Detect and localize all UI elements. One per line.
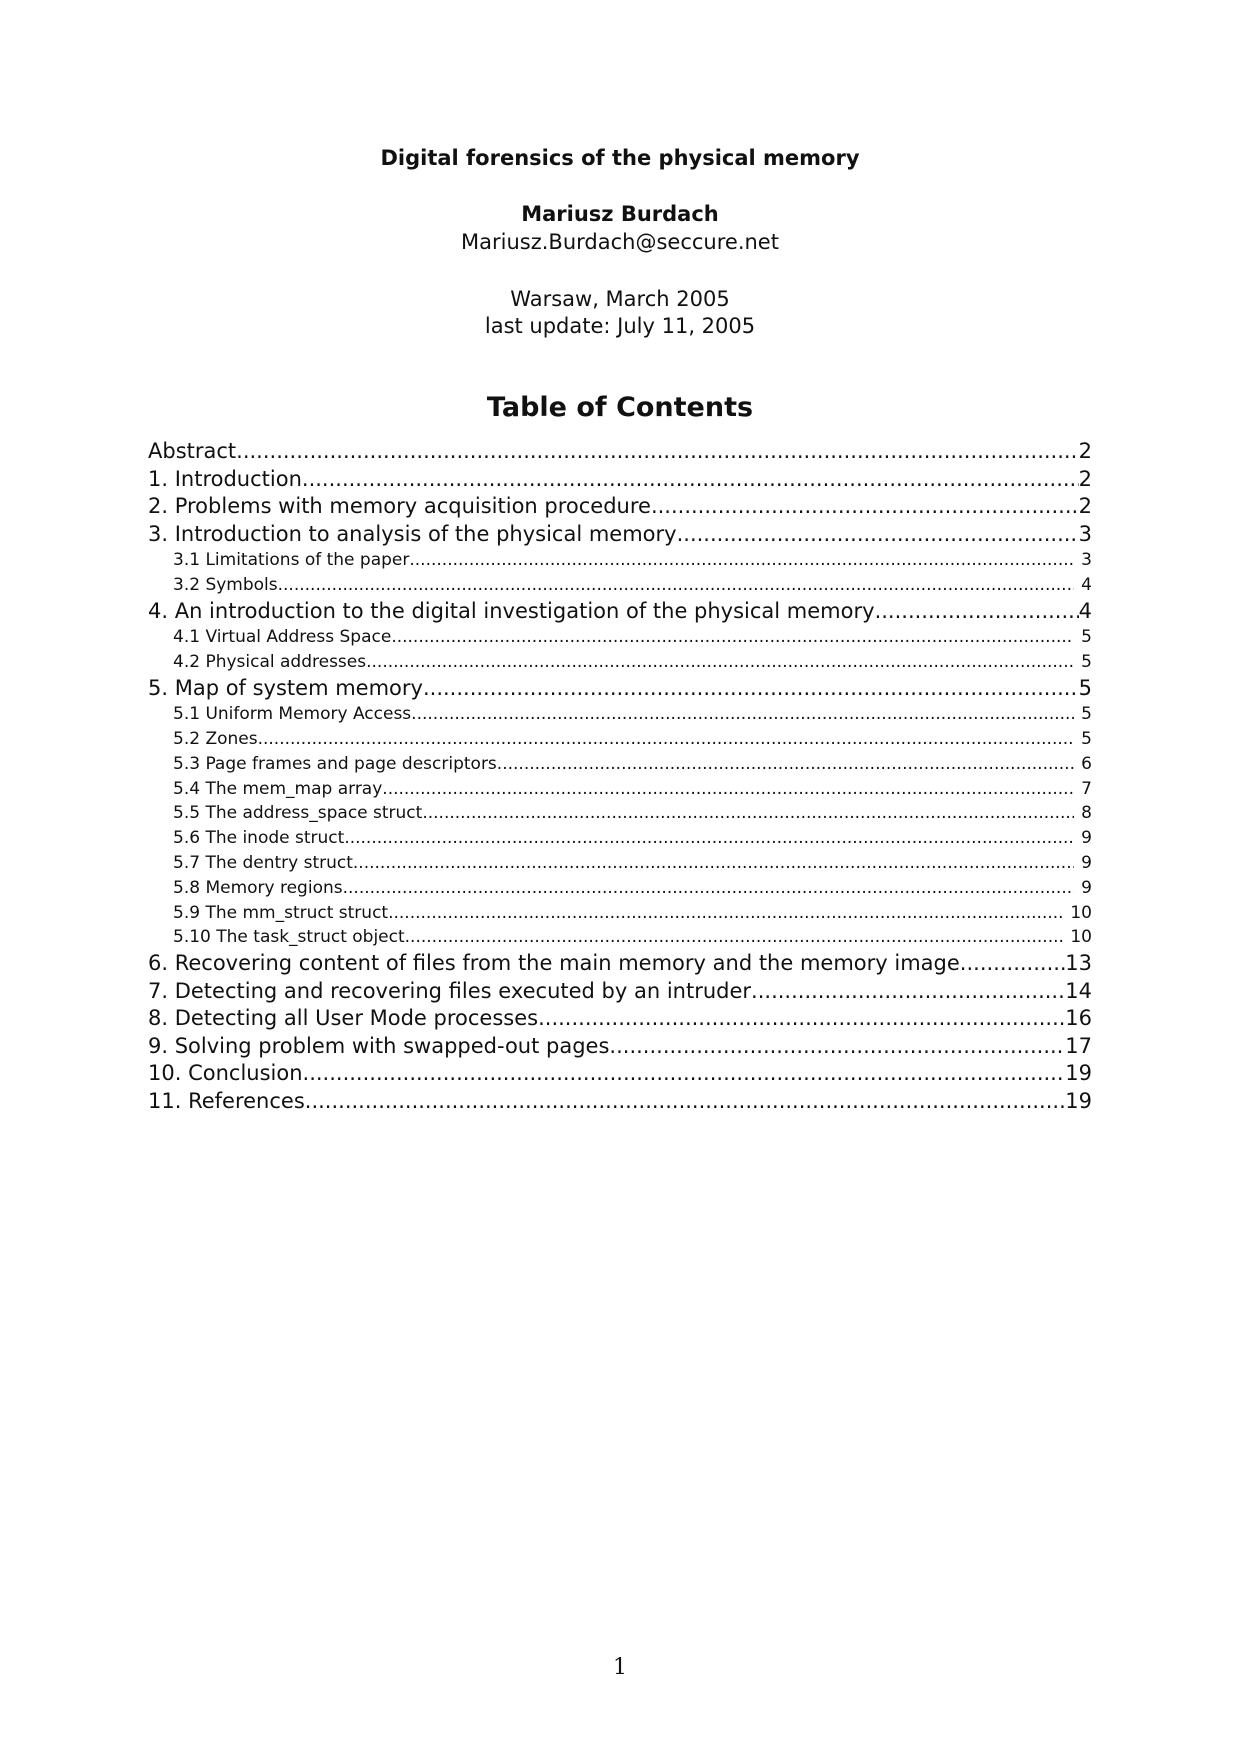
toc-dot-leader bbox=[382, 777, 1074, 802]
toc-entry-title: 10. Conclusion bbox=[148, 1061, 303, 1086]
toc-dot-leader bbox=[422, 801, 1074, 826]
toc-entry-title: 7. Detecting and recovering files executed by an intruder bbox=[148, 978, 752, 1003]
toc-entry-title: 5.4 The mem_map array bbox=[173, 778, 383, 799]
toc-entry-title: 11. References bbox=[148, 1088, 305, 1113]
toc-dot-leader bbox=[751, 978, 1065, 1006]
toc-entry[interactable] bbox=[148, 801, 1092, 826]
toc-entry[interactable] bbox=[148, 727, 1092, 752]
toc-entry-page: 7 bbox=[1081, 778, 1092, 799]
toc-entry-title: 4.1 Virtual Address Space bbox=[173, 627, 392, 648]
toc-dot-leader bbox=[305, 1088, 1066, 1116]
toc-dot-leader bbox=[497, 752, 1074, 777]
toc-entry-page: 2 bbox=[1078, 494, 1092, 518]
toc-entry-page: 5 bbox=[1081, 627, 1092, 648]
toc-entry-title: 8. Detecting all User Mode processes bbox=[148, 1006, 539, 1031]
toc-dot-leader bbox=[366, 650, 1074, 675]
table-of-contents bbox=[148, 438, 1092, 1115]
toc-dot-leader bbox=[303, 1060, 1066, 1088]
toc-dot-leader bbox=[423, 675, 1079, 703]
toc-entry[interactable] bbox=[148, 826, 1092, 851]
toc-dot-leader bbox=[538, 1005, 1065, 1033]
toc-entry-page: 10 bbox=[1070, 927, 1092, 948]
toc-dot-leader bbox=[388, 901, 1064, 926]
toc-entry[interactable] bbox=[148, 548, 1092, 573]
toc-dot-leader bbox=[344, 826, 1074, 851]
toc-entry-title: 2. Problems with memory acquisition procedure bbox=[148, 494, 651, 518]
toc-entry[interactable] bbox=[148, 1088, 1092, 1116]
toc-entry-page: 13 bbox=[1065, 951, 1092, 976]
toc-entry-title: 5.10 The task_struct object bbox=[173, 927, 405, 948]
author-email: Mariusz.Burdach@seccure.net bbox=[461, 230, 779, 254]
toc-entry-page: 19 bbox=[1065, 1088, 1092, 1113]
toc-dot-leader bbox=[236, 438, 1078, 466]
toc-entry-title: 5.2 Zones bbox=[173, 728, 258, 749]
toc-entry-page: 16 bbox=[1065, 1006, 1092, 1031]
toc-entry-title: 5.6 The inode struct bbox=[173, 828, 345, 849]
toc-entry[interactable] bbox=[148, 978, 1092, 1006]
toc-dot-leader bbox=[353, 851, 1074, 876]
toc-entry-page: 2 bbox=[1078, 439, 1092, 463]
toc-dot-leader bbox=[343, 876, 1074, 901]
toc-entry-title: 5.3 Page frames and page descriptors bbox=[173, 753, 497, 774]
document-title: Digital forensics of the physical memory bbox=[380, 146, 860, 170]
toc-entry-page: 8 bbox=[1081, 803, 1092, 824]
toc-entry-page: 5 bbox=[1078, 675, 1092, 700]
author-name: Mariusz Burdach bbox=[521, 202, 719, 226]
toc-entry[interactable] bbox=[148, 876, 1092, 901]
toc-heading: Table of Contents bbox=[486, 392, 754, 423]
toc-dot-leader bbox=[411, 702, 1074, 727]
toc-entry-page: 3 bbox=[1078, 521, 1092, 546]
toc-entry-page: 9 bbox=[1081, 877, 1092, 898]
toc-dot-leader bbox=[609, 1033, 1065, 1061]
toc-entry[interactable] bbox=[148, 925, 1092, 950]
toc-entry-title: 5. Map of system memory bbox=[148, 675, 423, 700]
toc-entry[interactable] bbox=[148, 573, 1092, 598]
toc-entry-title: 3.1 Limitations of the paper bbox=[173, 550, 410, 570]
toc-entry[interactable] bbox=[148, 752, 1092, 777]
toc-entry[interactable] bbox=[148, 493, 1092, 521]
toc-dot-leader bbox=[409, 548, 1074, 573]
toc-entry[interactable] bbox=[148, 625, 1092, 650]
toc-entry-page: 4 bbox=[1078, 598, 1092, 623]
toc-dot-leader bbox=[258, 727, 1074, 752]
toc-entry-page: 6 bbox=[1081, 753, 1092, 774]
toc-entry-title: 5.7 The dentry struct bbox=[173, 852, 353, 873]
toc-entry[interactable] bbox=[148, 777, 1092, 802]
toc-entry-title: 6. Recovering content of files from the main memory and the memory image bbox=[148, 951, 960, 976]
toc-entry-page: 2 bbox=[1078, 466, 1092, 491]
toc-entry-page: 5 bbox=[1081, 704, 1092, 725]
place-date: Warsaw, March 2005 bbox=[510, 287, 730, 311]
toc-dot-leader bbox=[391, 625, 1074, 650]
toc-entry-page: 5 bbox=[1081, 651, 1092, 672]
toc-entry-title: 4. An introduction to the digital investigation of the physical memory bbox=[148, 598, 875, 623]
toc-entry[interactable] bbox=[148, 950, 1092, 978]
toc-entry-title: 5.5 The address_space struct bbox=[173, 803, 423, 824]
toc-entry[interactable] bbox=[148, 1005, 1092, 1033]
toc-entry[interactable] bbox=[148, 675, 1092, 703]
toc-dot-leader bbox=[875, 598, 1079, 626]
toc-entry-page: 14 bbox=[1065, 978, 1092, 1003]
toc-entry-title: 3.2 Symbols bbox=[173, 574, 278, 595]
toc-entry[interactable] bbox=[148, 702, 1092, 727]
toc-entry-page: 19 bbox=[1065, 1061, 1092, 1086]
toc-entry[interactable] bbox=[148, 1033, 1092, 1061]
toc-entry-title: 9. Solving problem with swapped-out pages bbox=[148, 1033, 610, 1058]
toc-entry-title: 3. Introduction to analysis of the physical memory bbox=[148, 521, 677, 546]
toc-entry-title: 5.1 Uniform Memory Access bbox=[173, 704, 412, 725]
toc-entry-page: 5 bbox=[1081, 728, 1092, 749]
toc-entry[interactable] bbox=[148, 901, 1092, 926]
toc-dot-leader bbox=[651, 493, 1079, 521]
toc-entry[interactable] bbox=[148, 851, 1092, 876]
toc-entry[interactable] bbox=[148, 438, 1092, 466]
toc-entry[interactable] bbox=[148, 1060, 1092, 1088]
toc-entry-title: Abstract bbox=[148, 439, 237, 463]
toc-entry-page: 9 bbox=[1081, 852, 1092, 873]
toc-dot-leader bbox=[278, 573, 1074, 598]
toc-dot-leader bbox=[405, 925, 1065, 950]
toc-entry-page: 3 bbox=[1081, 550, 1092, 570]
last-update: last update: July 11, 2005 bbox=[484, 314, 756, 338]
toc-entry[interactable] bbox=[148, 650, 1092, 675]
toc-entry-title: 4.2 Physical addresses bbox=[173, 651, 367, 672]
toc-entry-title: 5.9 The mm_struct struct bbox=[173, 902, 389, 923]
toc-entry[interactable] bbox=[148, 521, 1092, 549]
page-number: 1 bbox=[613, 1655, 627, 1680]
toc-entry-page: 9 bbox=[1081, 828, 1092, 849]
toc-entry[interactable] bbox=[148, 466, 1092, 494]
toc-entry[interactable] bbox=[148, 598, 1092, 626]
toc-dot-leader bbox=[960, 950, 1065, 978]
toc-entry-page: 17 bbox=[1065, 1033, 1092, 1058]
toc-dot-leader bbox=[677, 521, 1079, 549]
toc-entry-page: 4 bbox=[1081, 574, 1092, 595]
toc-entry-title: 5.8 Memory regions bbox=[173, 877, 343, 898]
toc-entry-title: 1. Introduction bbox=[148, 466, 302, 491]
toc-entry-page: 10 bbox=[1070, 902, 1092, 923]
toc-dot-leader bbox=[302, 466, 1079, 494]
